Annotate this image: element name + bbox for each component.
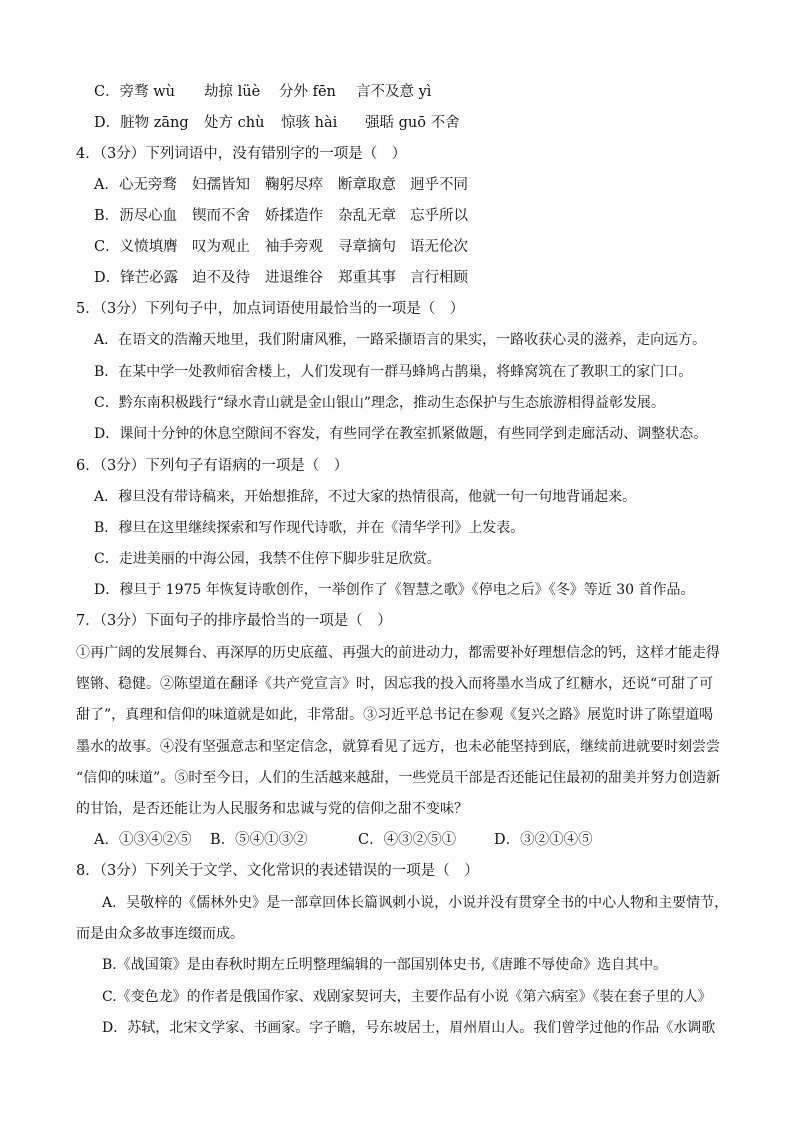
q7-option-d: D．③②①④⑤ — [494, 832, 593, 848]
q7-passage-line: 的甘饴，是否还能让为人民服务和忠诚与党的信仰之甜不变味？ — [76, 801, 468, 817]
q4-c-word: 寻章摘句 — [338, 239, 396, 255]
q7-stem: 7．（3分）下面句子的排序最恰当的一项是（ ） — [76, 613, 392, 629]
q7-option-a: A．①③④②⑤ — [94, 832, 192, 848]
q7-passage-line: 墨水的故事。④没有坚强意志和坚定信念，就算看见了远方，也未必能坚持到底，继续前进就要时刻尝尝 — [76, 739, 720, 755]
q8-option-c: C.《变色龙》的作者是俄国作家、戏剧家契诃夫，主要作品有小说《第六病室》《装在套子里的人》 — [102, 989, 712, 1005]
q4-option-a — [94, 175, 468, 195]
q6-stem: 6．（3分）下列句子有语病的一项是（ ） — [76, 458, 349, 474]
q7-passage-line: 铿锵、稳健。②陈望道在翻译《共产党宣言》时，因忘我的投入而将墨水当成了红糖水，还说“可甜了可 — [76, 676, 714, 692]
q3-c-item: 劫掠 lüè — [204, 84, 261, 100]
q4-stem: 4．（3分）下列词语中，没有错别字的一项是（ ） — [76, 146, 407, 162]
q6-option-a: A．穆旦没有带诗稿来，开始想推辞，不过大家的热情很高，他就一句一句地背诵起来。 — [94, 489, 637, 505]
q4-b-word: 杂乱无章 — [338, 208, 396, 224]
q3-d-item: 惊骇 hài — [281, 115, 338, 131]
q5-option-b: B．在某中学一处教师宿舍楼上，人们发现有一群马蜂鸠占鹊巢，将蜂窝筑在了教职工的家门口。 — [94, 364, 693, 380]
q4-d-word: 迫不及待 — [192, 270, 250, 286]
q8-option-d: D．苏轼，北宋文学家、书画家。字子瞻，号东坡居士，眉州眉山人。我们曾学过他的作品《水调歌 — [102, 1020, 716, 1036]
q7-option-b: B．⑤④①③② — [210, 832, 308, 848]
q4-b-word: 娇揉造作 — [265, 208, 323, 224]
q4-c-word: 语无伦次 — [410, 239, 468, 255]
q3-c-item: 分外 fēn — [279, 84, 336, 100]
q6-option-b: B．穆旦在这里继续探索和写作现代诗歌，并在《清华学刊》上发表。 — [94, 520, 525, 536]
q6-option-d: D．穆旦于 1975 年恢复诗歌创作，一举创作了《智慧之歌》《停电之后》《冬》等近 30 首作品。 — [94, 582, 695, 598]
q7-passage-line: “信仰的味道”。⑤时至今日，人们的生活越来越甜，一些党员干部是否还能记住最初的甜美并努力创造新 — [76, 770, 721, 786]
q3-option-d — [94, 113, 460, 133]
q7-passage-line: 甜了”，真理和信仰的味道就是如此，非常甜。③习近平总书记在参观《复兴之路》展览时讲了陈望道喝 — [76, 707, 714, 723]
q6-option-c: C．走进美丽的中海公园，我禁不住停下脚步驻足欣赏。 — [94, 551, 441, 567]
q4-b-word: B．沥尽心血 — [94, 208, 178, 224]
q4-option-d — [94, 268, 468, 288]
q5-option-a: A．在语文的浩瀚天地里，我们附庸风雅，一路采撷语言的果实，一路收获心灵的滋养，走向远方。 — [94, 332, 707, 348]
q3-d-item: 处方 chù — [204, 115, 265, 131]
q4-d-word: D．锋芒必露 — [94, 270, 179, 286]
q4-d-word: 言行相顾 — [410, 270, 468, 286]
q4-a-word: 妇孺皆知 — [192, 177, 250, 193]
q4-b-word: 锲而不舍 — [192, 208, 250, 224]
q4-c-word: C．义愤填膺 — [94, 239, 178, 255]
q4-option-c — [94, 237, 468, 257]
q4-c-word: 叹为观止 — [192, 239, 250, 255]
q4-d-word: 郑重其事 — [338, 270, 396, 286]
q8-option-a-cont: 而是由众多故事连缀而成。 — [76, 926, 244, 942]
q4-a-word: 断章取意 — [338, 177, 396, 193]
q8-stem: 8．（3分）下列关于文学、文化常识的表述错误的一项是（ ） — [76, 863, 479, 879]
q4-a-word: 鞠躬尽瘁 — [265, 177, 323, 193]
q4-d-word: 进退维谷 — [265, 270, 323, 286]
q5-option-c: C．黔东南积极践行“绿水青山就是金山银山”理念，推动生态保护与生态旅游相得益彰发展。 — [94, 395, 666, 411]
q7-options — [94, 830, 593, 850]
q3-c-item: 言不及意 yì — [356, 84, 432, 100]
q3-option-c — [94, 82, 431, 102]
q3-c-item: C．旁骛 wù — [94, 84, 175, 100]
q4-b-word: 忘乎所以 — [410, 208, 468, 224]
q4-a-word: A．心无旁骛 — [94, 177, 177, 193]
q5-stem: 5．（3分）下列句子中，加点词语使用最恰当的一项是（ ） — [76, 301, 465, 317]
q4-option-b — [94, 206, 468, 226]
q4-c-word: 袖手旁观 — [265, 239, 323, 255]
q3-d-item: 强聒 guō 不舍 — [365, 115, 460, 131]
q4-a-word: 迥乎不同 — [410, 177, 468, 193]
q8-option-a: A．吴敬梓的《儒林外史》是一部章回体长篇讽刺小说，小说并没有贯穿全书的中心人物和主要情节， — [102, 895, 729, 911]
q7-option-c: C．④③②⑤① — [358, 832, 457, 848]
q3-d-item: D．脏物 zāng — [94, 115, 189, 131]
q8-option-b: B.《战国策》是由春秋时期左丘明整理编辑的一部国别体史书,《唐雎不辱使命》选自其中。 — [102, 957, 668, 973]
q7-passage-line: ①再广阔的发展舞台、再深厚的历史底蕴、再强大的前进动力，都需要补好理想信念的钙，这样才能走得 — [76, 645, 720, 661]
q5-option-d: D．课间十分钟的休息空隙间不容发，有些同学在教室抓紧做题，有些同学到走廊活动、调整状态。 — [94, 426, 708, 442]
